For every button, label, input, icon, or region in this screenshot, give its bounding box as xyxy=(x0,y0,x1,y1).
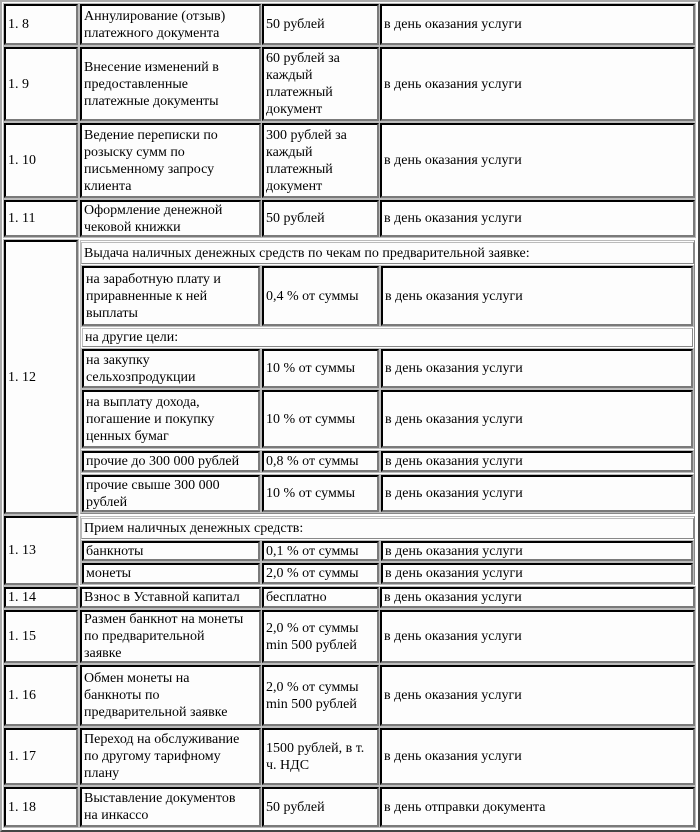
service-text: монеты xyxy=(86,566,132,581)
row-number-text: 1. 10 xyxy=(8,153,36,168)
subgroup-header xyxy=(82,328,693,347)
row-number-text: 1. 12 xyxy=(8,369,36,385)
service-cell xyxy=(82,541,260,561)
service-cell xyxy=(80,587,261,608)
service-cell xyxy=(82,349,260,388)
price-cell xyxy=(262,4,379,45)
term-cell xyxy=(380,787,695,827)
term-cell xyxy=(381,541,693,561)
service-cell xyxy=(82,475,260,512)
service-line: по предварительной xyxy=(84,629,205,644)
term-cell xyxy=(381,451,693,472)
service-line: на заработную плату и xyxy=(86,271,221,287)
price-text xyxy=(266,620,375,654)
term-text: в день оказания услуги xyxy=(385,543,523,559)
service-text: банкноты xyxy=(86,543,144,559)
price-cell xyxy=(262,266,379,326)
row-number xyxy=(4,516,78,585)
service-line: предоставленные xyxy=(84,76,188,92)
row-number-text: 1. 11 xyxy=(8,211,36,226)
term-text: в день оказания услуги xyxy=(384,211,522,226)
term-text: в день отправки документа xyxy=(384,799,546,815)
service-line: Оформление денежной xyxy=(84,202,223,218)
price-line: 2,0 % от суммы xyxy=(266,679,359,695)
service-line: ценных бумаг xyxy=(86,428,169,444)
price-text: 0,1 % от суммы xyxy=(266,543,359,559)
price-line: 300 рублей за xyxy=(266,127,347,143)
service-line: платежные документы xyxy=(84,93,219,109)
service-line: на инкассо xyxy=(84,808,149,823)
service-line: Выставление документов xyxy=(84,791,236,806)
price-cell xyxy=(262,475,379,512)
service-line: банкноты по xyxy=(84,688,160,703)
row-number xyxy=(4,123,78,198)
service-text xyxy=(84,8,257,42)
service-text: прочие до 300 000 рублей xyxy=(86,454,240,469)
price-text xyxy=(266,740,375,774)
service-cell xyxy=(80,665,261,726)
term-cell xyxy=(380,587,695,608)
service-cell xyxy=(82,266,260,326)
price-text: 0,4 % от суммы xyxy=(266,288,359,304)
term-cell xyxy=(381,349,693,388)
term-text: в день оказания услуги xyxy=(385,454,523,469)
row-number xyxy=(4,200,78,237)
price-cell xyxy=(262,787,379,827)
row-number-text: 1. 9 xyxy=(8,76,29,92)
term-cell xyxy=(380,728,695,785)
service-cell xyxy=(80,728,261,785)
service-line: рублей xyxy=(86,494,128,510)
price-text: 10 % от суммы xyxy=(266,361,356,376)
term-text: в день оказания услуги xyxy=(385,361,523,376)
group-header xyxy=(81,242,694,264)
price-line: ч. НДС xyxy=(266,757,310,773)
service-cell xyxy=(80,123,261,198)
price-text: 2,0 % от суммы xyxy=(266,566,359,581)
row-number-text: 1. 17 xyxy=(8,749,36,764)
service-line: Внесение изменений в xyxy=(84,59,219,75)
service-text xyxy=(86,271,256,322)
price-text: 50 рублей xyxy=(266,211,325,226)
price-cell xyxy=(262,587,379,608)
service-cell xyxy=(80,4,261,45)
service-line: плану xyxy=(84,766,120,781)
service-line: заявке xyxy=(84,646,122,661)
price-line: 60 рублей за xyxy=(266,51,340,66)
row-number xyxy=(4,587,78,608)
price-line: документ xyxy=(266,178,323,194)
service-cell xyxy=(82,563,260,584)
price-text xyxy=(266,679,375,713)
term-text: в день оказания услуги xyxy=(384,153,522,168)
service-cell xyxy=(80,47,261,121)
row-number xyxy=(4,47,78,121)
price-cell xyxy=(262,665,379,726)
service-line: Аннулирование (отзыв) xyxy=(84,8,226,24)
service-text xyxy=(84,202,257,236)
price-cell xyxy=(262,47,379,121)
service-text: Взнос в Уставной капитал xyxy=(84,590,240,605)
service-text xyxy=(84,127,257,195)
service-cell xyxy=(82,390,260,448)
price-text: 50 рублей xyxy=(266,799,325,815)
term-cell xyxy=(380,123,695,198)
price-line: платежный xyxy=(266,85,333,100)
service-line: платежного документа xyxy=(84,25,220,41)
term-cell xyxy=(380,665,695,726)
row-number-text: 1. 14 xyxy=(8,590,36,605)
price-line: каждый xyxy=(266,144,313,160)
term-text: в день оказания услуги xyxy=(385,486,523,501)
term-cell xyxy=(381,563,693,584)
price-text: 0,8 % от суммы xyxy=(266,454,359,469)
term-text: в день оказания услуги xyxy=(384,76,522,92)
row-number xyxy=(4,787,78,827)
price-line: min 500 рублей xyxy=(266,696,357,712)
row-number xyxy=(4,4,78,45)
service-cell xyxy=(80,787,261,827)
service-line: Переход на обслуживание xyxy=(84,732,240,747)
term-cell xyxy=(380,200,695,237)
service-line: розыску сумм по xyxy=(84,144,185,160)
service-line: по другому тарифному xyxy=(84,749,221,764)
price-line: 2,0 % от суммы xyxy=(266,620,359,636)
term-cell xyxy=(380,47,695,121)
term-cell xyxy=(380,4,695,45)
service-text xyxy=(86,352,256,386)
group-header-text: Выдача наличных денежных средств по чекам по предварительной заявке: xyxy=(84,245,530,261)
price-cell xyxy=(262,563,379,584)
term-text: в день оказания услуги xyxy=(384,688,522,703)
term-cell xyxy=(381,266,693,326)
price-line: каждый xyxy=(266,68,313,83)
price-text: 10 % от суммы xyxy=(266,411,356,427)
price-text: 10 % от суммы xyxy=(266,486,356,501)
price-line: платежный xyxy=(266,161,333,177)
service-text xyxy=(84,670,257,721)
group-header xyxy=(81,518,694,539)
row-number-text: 1. 15 xyxy=(8,629,36,644)
price-text: бесплатно xyxy=(266,590,327,605)
service-line: чековой книжки xyxy=(84,219,181,235)
service-cell xyxy=(80,200,261,237)
price-line: min 500 рублей xyxy=(266,637,357,653)
service-line: сельхозпродукции xyxy=(86,369,196,385)
price-line: документ xyxy=(266,102,323,117)
service-text xyxy=(86,394,256,445)
term-text: в день оказания услуги xyxy=(384,749,522,764)
service-text xyxy=(84,731,257,782)
service-line: предварительной заявке xyxy=(84,705,228,720)
service-line: на выплату дохода, xyxy=(86,394,200,410)
service-line: приравненные к ней xyxy=(86,288,208,304)
service-line: на закупку xyxy=(86,352,150,368)
row-number xyxy=(4,728,78,785)
price-text: 50 рублей xyxy=(266,17,325,32)
service-line: погашение и покупку xyxy=(86,411,215,427)
row-number xyxy=(4,665,78,726)
price-cell xyxy=(262,349,379,388)
price-cell xyxy=(262,610,379,663)
price-cell xyxy=(262,451,379,472)
service-cell xyxy=(82,451,260,472)
service-line: прочие свыше 300 000 xyxy=(86,477,220,493)
term-text: в день оказания услуги xyxy=(384,629,522,644)
price-cell xyxy=(262,123,379,198)
group-header-text: Прием наличных денежных средств: xyxy=(84,521,304,536)
row-number-text: 1. 13 xyxy=(8,543,36,558)
row-number xyxy=(4,610,78,663)
price-text xyxy=(266,50,375,118)
subgroup-header-text: на другие цели: xyxy=(85,330,179,345)
price-cell xyxy=(262,390,379,448)
price-cell xyxy=(262,541,379,561)
service-line: выплаты xyxy=(86,305,138,321)
price-line: 1500 рублей, в т. xyxy=(266,740,365,756)
term-cell xyxy=(380,610,695,663)
price-cell xyxy=(262,728,379,785)
service-cell xyxy=(80,610,261,663)
service-text xyxy=(86,477,256,511)
term-text: в день оказания услуги xyxy=(384,17,522,32)
term-cell xyxy=(381,390,693,448)
service-line: Ведение переписки по xyxy=(84,127,218,143)
term-text: в день оказания услуги xyxy=(385,288,523,304)
term-text: в день оказания услуги xyxy=(385,566,523,581)
service-line: клиента xyxy=(84,178,132,194)
service-text xyxy=(84,611,257,662)
service-line: письменному запросу xyxy=(84,161,215,177)
term-text: в день оказания услуги xyxy=(384,590,522,605)
price-cell xyxy=(262,200,379,237)
service-text xyxy=(84,790,257,824)
price-text xyxy=(266,127,375,195)
term-cell xyxy=(381,475,693,512)
service-line: Обмен монеты на xyxy=(84,671,190,686)
service-line: Размен банкнот на монеты xyxy=(84,612,244,627)
term-text: в день оказания услуги xyxy=(385,411,523,427)
row-number-text: 1. 8 xyxy=(8,17,29,32)
service-text xyxy=(84,59,257,110)
row-number xyxy=(4,240,78,514)
row-number-text: 1. 16 xyxy=(8,688,36,703)
row-number-text: 1. 18 xyxy=(8,799,36,815)
